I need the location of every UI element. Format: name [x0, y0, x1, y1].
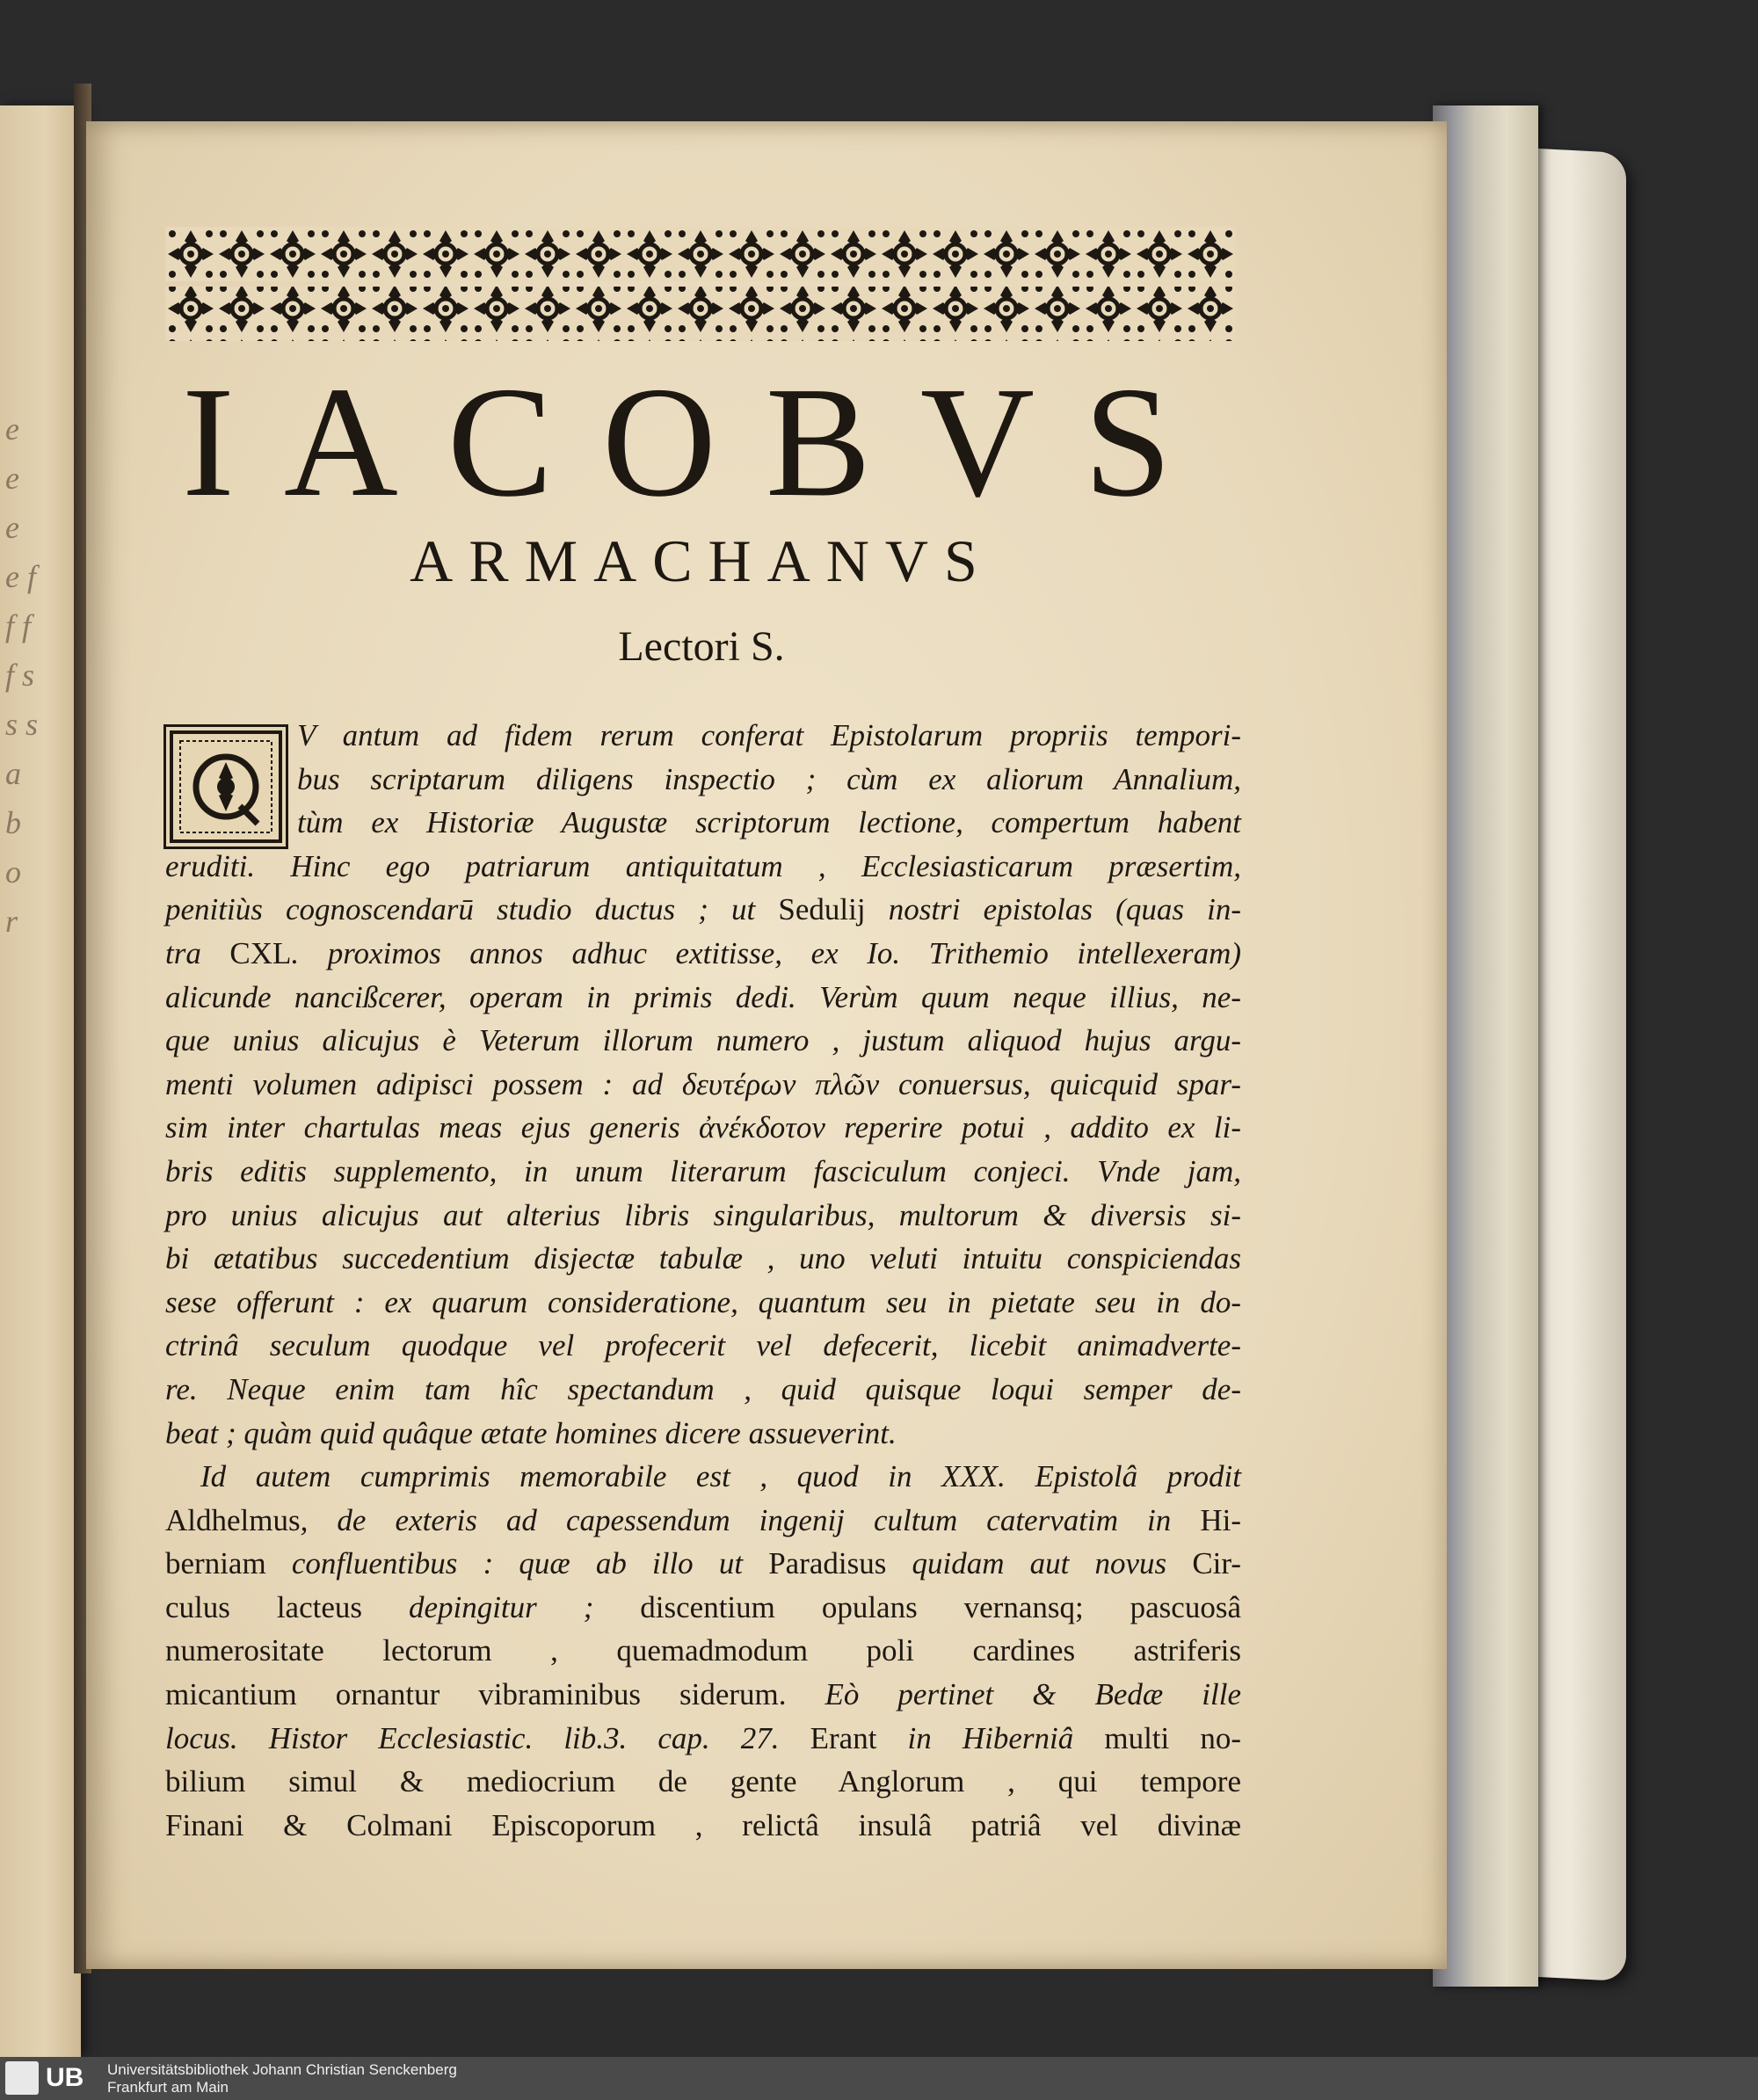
text-line	[165, 758, 1241, 802]
text-segment: culus lacteus	[165, 1589, 362, 1624]
text-line	[165, 1237, 1241, 1281]
text-segment: bris editis supplemento, in unum literarum fasciculum conjeci. Vnde jam,	[165, 1153, 1241, 1188]
headpiece-ornament	[165, 227, 1236, 341]
preface-text	[165, 714, 1241, 1847]
text-segment: numerositate lectorum , quemadmodum poli cardines astriferis	[165, 1633, 1241, 1668]
text-segment: beat ; quàm quid quâque ætate homines dicere assueverint.	[165, 1415, 897, 1450]
text-line	[165, 845, 1241, 889]
text-segment: Finani & Colmani Episcoporum , relictâ insulâ patriâ vel divinæ	[165, 1807, 1241, 1842]
text-line	[165, 1673, 1241, 1717]
text-line	[165, 932, 1241, 976]
previous-page-edge	[0, 105, 81, 2057]
text-segment: eruditi. Hinc ego patriarum antiquitatum , Ecclesiasticarum præsertim,	[165, 848, 1241, 883]
title-armachanvs: ARMACHANVS	[410, 527, 993, 594]
text-segment: ctrinâ seculum quodque vel profecerit vel defecerit, licebit animadverte-	[165, 1328, 1241, 1363]
text-segment: Aldhelmus	[165, 1502, 301, 1537]
text-line	[165, 1106, 1241, 1150]
text-segment: depingitur ;	[362, 1589, 641, 1624]
library-credit	[107, 2061, 457, 2096]
text-segment: V antum ad fidem rerum conferat Epistolarum propriis tempori-	[297, 718, 1241, 752]
text-segment: locus. Histor Ecclesiastic. lib.3. cap. 27.	[165, 1720, 810, 1755]
text-segment: , de exteris ad capessendum ingenij cultum catervatim in	[300, 1502, 1201, 1537]
text-segment: sese offerunt : ex quarum consideratione, quantum seu in pietate seu in do-	[165, 1284, 1241, 1319]
text-segment: Id autem cumprimis memorabile est , quod in XXX. Epistolâ prodit	[200, 1459, 1241, 1494]
text-segment: discentium opulans vernansq; pascuosâ	[640, 1589, 1241, 1624]
text-line	[165, 1063, 1241, 1107]
text-segment: que unius alicujus è Veterum illorum numero , justum aliquod hujus argu-	[165, 1023, 1241, 1058]
text-line	[165, 1499, 1241, 1543]
text-segment: menti volumen adipisci possem : ad δευτέρων πλῶν conuersus, quicquid spar-	[165, 1066, 1241, 1101]
ub-logo	[5, 2061, 90, 2095]
text-segment: confluentibus : quæ ab illo ut	[265, 1546, 769, 1581]
book-page	[86, 121, 1447, 1969]
library-footer-bar	[0, 2057, 1758, 2100]
text-line	[165, 888, 1241, 932]
library-name: Universitätsbibliothek Johann Christian Senckenberg	[107, 2061, 457, 2078]
text-line	[165, 714, 1241, 758]
previous-page-margin-text: e e e e f f f f s s s a b o r	[5, 411, 39, 939]
text-segment: Paradisus	[768, 1546, 887, 1581]
text-line	[165, 976, 1241, 1020]
text-line	[165, 1281, 1241, 1325]
ub-logo-text: UB	[46, 2063, 84, 2092]
text-segment: penitiùs cognoscendarū studio ductus ; ut	[165, 892, 779, 927]
text-segment: alicunde nancißcerer, operam in primis dedi. Verùm quum neque illius, ne-	[165, 979, 1241, 1014]
text-segment: Hi-	[1200, 1502, 1241, 1537]
text-segment: pro unius alicujus aut alterius libris singularibus, multorum & diversis si-	[165, 1197, 1241, 1232]
text-line	[165, 1586, 1241, 1630]
text-segment: Sedulij	[778, 892, 866, 927]
text-segment: in Hiberniâ	[876, 1720, 1105, 1755]
text-segment: bus scriptarum diligens inspectio ; cùm ex aliorum Annalium,	[297, 761, 1241, 796]
text-segment: bilium simul & mediocrium de gente Anglorum , qui tempore	[165, 1764, 1241, 1799]
text-line	[165, 1717, 1241, 1761]
text-line	[165, 1412, 1241, 1456]
ub-logo-icon	[5, 2061, 39, 2095]
text-segment: re. Neque enim tam hîc spectandum , quid quisque loqui semper de-	[165, 1371, 1241, 1406]
text-line	[165, 801, 1241, 845]
book-fore-edge	[1433, 105, 1538, 1987]
salutation-lectori: Lectori S.	[618, 623, 785, 670]
text-segment: Cir-	[1192, 1546, 1241, 1581]
text-line	[165, 1019, 1241, 1063]
title-iacobvs: IACOBVS	[181, 354, 1222, 529]
text-line	[165, 1760, 1241, 1804]
text-line	[165, 1194, 1241, 1238]
text-segment: berniam	[165, 1546, 266, 1581]
text-line	[165, 1150, 1241, 1194]
text-line	[165, 1804, 1241, 1848]
text-segment: Erant	[810, 1720, 877, 1755]
text-line	[165, 1324, 1241, 1368]
text-segment: quidam aut novus	[886, 1546, 1193, 1581]
text-segment: tra	[165, 935, 230, 970]
library-city: Frankfurt am Main	[107, 2079, 229, 2096]
text-segment: multi no-	[1104, 1720, 1242, 1755]
text-segment: sim inter chartulas meas ejus generis ἀνέκδοτον reperire potui , addito ex li-	[165, 1110, 1241, 1145]
text-segment: micantium ornantur vibraminibus siderum.	[165, 1677, 787, 1712]
text-segment: tùm ex Historiæ Augustæ scriptorum lectione, compertum habent	[297, 805, 1241, 840]
text-line	[165, 1629, 1241, 1673]
text-segment: nostri epistolas (quas in-	[865, 892, 1241, 927]
text-segment: CXL	[229, 935, 292, 970]
text-segment: . proximos annos adhuc extitisse, ex Io. Trithemio intellexeram)	[291, 935, 1241, 970]
text-segment: bi ætatibus succedentium disjectæ tabulæ , uno veluti intuitu conspiciendas	[165, 1241, 1241, 1276]
text-line	[165, 1455, 1241, 1499]
text-segment: Eò pertinet & Bedæ ille	[786, 1677, 1241, 1712]
text-line	[165, 1542, 1241, 1586]
text-line	[165, 1368, 1241, 1412]
